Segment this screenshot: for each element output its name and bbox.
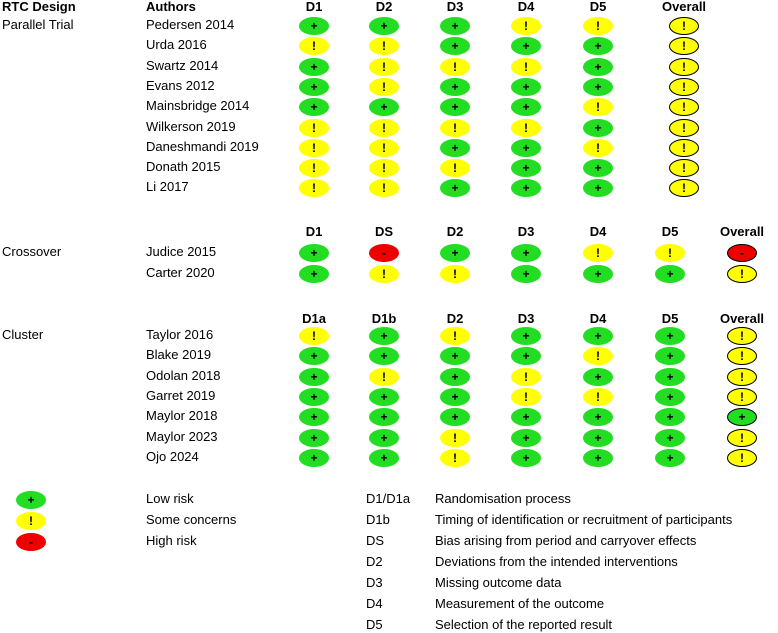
design-column-header: RTC Design	[2, 0, 76, 14]
legend-domain-label: Measurement of the outcome	[435, 596, 605, 611]
rating-low: +	[511, 327, 541, 345]
rating-low: +	[299, 244, 329, 262]
rating-some: !	[583, 139, 613, 157]
column-header: D3	[517, 311, 535, 326]
overall-rating-some: !	[727, 429, 757, 447]
legend-domain-code: D5	[366, 617, 383, 632]
rating-low: +	[299, 347, 329, 365]
rating-some: !	[440, 265, 470, 283]
rating-low: +	[299, 17, 329, 35]
author-label: Odolan 2018	[146, 367, 221, 383]
rating-low: +	[655, 265, 685, 283]
legend-domain-code: DS	[366, 533, 385, 548]
rating-some: !	[511, 58, 541, 76]
rating-low: +	[440, 139, 470, 157]
legend-low-marker: +	[16, 491, 46, 509]
legend-domain-label: Missing outcome data	[435, 575, 562, 590]
rating-low: +	[583, 368, 613, 386]
rating-low: +	[511, 98, 541, 116]
rating-low: +	[583, 179, 613, 197]
overall-rating-some: !	[727, 368, 757, 386]
rating-some: !	[369, 37, 399, 55]
rating-low: +	[655, 368, 685, 386]
rating-some: !	[440, 327, 470, 345]
rating-low: +	[369, 17, 399, 35]
rating-low: +	[583, 265, 613, 283]
legend-high-label: High risk	[146, 533, 197, 548]
overall-rating-high: -	[727, 244, 757, 262]
design-label: Crossover	[2, 244, 62, 259]
overall-rating-some: !	[727, 327, 757, 345]
column-header: D5	[661, 311, 679, 326]
rating-low: +	[369, 327, 399, 345]
rating-low: +	[583, 58, 613, 76]
column-header: D1	[305, 224, 323, 239]
legend-domain-label: Randomisation process	[435, 491, 571, 506]
rating-some: !	[369, 119, 399, 137]
author-label: Donath 2015	[146, 159, 221, 175]
authors-column-header: Authors	[146, 0, 196, 14]
column-header: D5	[661, 224, 679, 239]
rating-low: +	[511, 179, 541, 197]
rating-low: +	[583, 449, 613, 467]
rating-some: !	[369, 265, 399, 283]
author-label: Blake 2019	[146, 347, 212, 363]
rating-low: +	[440, 17, 470, 35]
legend-domain-code: D4	[366, 596, 383, 611]
rating-some: !	[299, 159, 329, 177]
legend-low-label: Low risk	[146, 491, 194, 506]
rating-some: !	[369, 139, 399, 157]
rating-some: !	[583, 244, 613, 262]
rating-low: +	[440, 37, 470, 55]
rating-low: +	[511, 429, 541, 447]
overall-rating-some: !	[727, 265, 757, 283]
rating-low: +	[299, 388, 329, 406]
design-label: Parallel Trial	[2, 17, 74, 32]
column-header: D2	[446, 224, 464, 239]
rating-low: +	[655, 429, 685, 447]
overall-rating-some: !	[727, 388, 757, 406]
rating-low: +	[440, 78, 470, 96]
rating-low: +	[440, 244, 470, 262]
column-header: D4	[589, 224, 607, 239]
rating-low: +	[299, 58, 329, 76]
overall-rating-some: !	[669, 139, 699, 157]
author-label: Pedersen 2014	[146, 17, 235, 32]
overall-rating-some: !	[669, 78, 699, 96]
rating-some: !	[583, 98, 613, 116]
rating-some: !	[583, 17, 613, 35]
rating-low: +	[583, 37, 613, 55]
rating-some: !	[655, 244, 685, 262]
column-header: D1b	[371, 311, 397, 326]
author-label: Maylor 2023	[146, 428, 218, 444]
overall-rating-some: !	[727, 449, 757, 467]
rating-some: !	[299, 327, 329, 345]
rating-some: !	[440, 159, 470, 177]
column-header: Overall	[719, 311, 765, 326]
rating-some: !	[511, 388, 541, 406]
legend-high-marker: -	[16, 533, 46, 551]
rating-low: +	[299, 408, 329, 426]
rating-low: +	[369, 347, 399, 365]
column-header: D3	[446, 0, 464, 14]
rating-low: +	[299, 429, 329, 447]
rating-low: +	[440, 388, 470, 406]
overall-rating-some: !	[669, 58, 699, 76]
legend-domain-label: Selection of the reported result	[435, 617, 613, 632]
rating-some: !	[299, 179, 329, 197]
rating-low: +	[299, 265, 329, 283]
legend-some-label: Some concerns	[146, 512, 237, 527]
rating-low: +	[583, 78, 613, 96]
rating-some: !	[440, 449, 470, 467]
overall-rating-some: !	[669, 119, 699, 137]
rating-low: +	[583, 159, 613, 177]
author-label: Ojo 2024	[146, 448, 199, 464]
rating-low: +	[511, 265, 541, 283]
rating-low: +	[511, 37, 541, 55]
rating-low: +	[511, 78, 541, 96]
rating-low: +	[511, 449, 541, 467]
author-label: Judice 2015	[146, 244, 217, 259]
column-header: D2	[446, 311, 464, 326]
column-header: D1a	[302, 311, 326, 326]
rating-high: -	[369, 244, 399, 262]
author-label: Maylor 2018	[146, 408, 218, 424]
rating-low: +	[583, 119, 613, 137]
rating-some: !	[369, 58, 399, 76]
column-header: D4	[589, 311, 607, 326]
rating-low: +	[655, 347, 685, 365]
rating-low: +	[369, 429, 399, 447]
rating-low: +	[299, 368, 329, 386]
rating-some: !	[511, 17, 541, 35]
rating-low: +	[583, 327, 613, 345]
rating-some: !	[369, 179, 399, 197]
rating-some: !	[511, 368, 541, 386]
rating-some: !	[299, 119, 329, 137]
rating-low: +	[440, 368, 470, 386]
legend-domain-label: Bias arising from period and carryover effects	[435, 533, 697, 548]
rating-low: +	[440, 179, 470, 197]
rating-low: +	[511, 244, 541, 262]
rating-low: +	[369, 449, 399, 467]
rating-low: +	[299, 78, 329, 96]
rating-some: !	[440, 58, 470, 76]
column-header: D4	[517, 0, 535, 14]
legend-domain-label: Deviations from the intended interventions	[435, 554, 678, 569]
rating-low: +	[369, 98, 399, 116]
rating-low: +	[583, 429, 613, 447]
rating-low: +	[440, 408, 470, 426]
rating-low: +	[440, 98, 470, 116]
rating-some: !	[369, 159, 399, 177]
author-label: Li 2017	[146, 179, 189, 195]
overall-rating-low: +	[727, 408, 757, 426]
column-header: Overall	[661, 0, 707, 14]
rating-low: +	[655, 327, 685, 345]
author-label: Swartz 2014	[146, 57, 219, 73]
rating-some: !	[440, 429, 470, 447]
author-label: Mainsbridge 2014	[146, 98, 250, 114]
overall-rating-some: !	[669, 159, 699, 177]
column-header: D5	[589, 0, 607, 14]
rating-some: !	[369, 368, 399, 386]
legend-domain-code: D1/D1a	[366, 491, 411, 506]
column-header: DS	[374, 224, 394, 239]
rating-low: +	[299, 449, 329, 467]
author-label: Daneshmandi 2019	[146, 138, 259, 154]
rating-low: +	[511, 408, 541, 426]
rating-low: +	[511, 159, 541, 177]
design-label: Cluster	[2, 327, 44, 342]
rating-some: !	[583, 388, 613, 406]
author-label: Urda 2016	[146, 37, 207, 53]
overall-rating-some: !	[727, 347, 757, 365]
rating-low: +	[440, 347, 470, 365]
rating-some: !	[583, 347, 613, 365]
author-label: Carter 2020	[146, 264, 215, 280]
rating-low: +	[655, 449, 685, 467]
column-header: Overall	[719, 224, 765, 239]
rating-low: +	[655, 408, 685, 426]
overall-rating-some: !	[669, 17, 699, 35]
rating-low: +	[583, 408, 613, 426]
rating-low: +	[511, 347, 541, 365]
author-label: Wilkerson 2019	[146, 118, 236, 134]
overall-rating-some: !	[669, 37, 699, 55]
legend-domain-code: D1b	[366, 512, 390, 527]
legend-domain-code: D2	[366, 554, 383, 569]
overall-rating-some: !	[669, 179, 699, 197]
rating-some: !	[440, 119, 470, 137]
column-header: D2	[375, 0, 393, 14]
author-label: Taylor 2016	[146, 327, 214, 342]
legend-some-marker: !	[16, 512, 46, 530]
rating-low: +	[299, 98, 329, 116]
rating-low: +	[655, 388, 685, 406]
author-label: Evans 2012	[146, 77, 215, 93]
overall-rating-some: !	[669, 98, 699, 116]
column-header: D1	[305, 0, 323, 14]
rating-some: !	[369, 78, 399, 96]
rating-low: +	[369, 408, 399, 426]
legend-domain-code: D3	[366, 575, 383, 590]
author-label: Garret 2019	[146, 387, 216, 403]
legend-domain-label: Timing of identification or recruitment of participants	[435, 512, 733, 527]
column-header: D3	[517, 224, 535, 239]
rating-low: +	[511, 139, 541, 157]
rating-some: !	[299, 37, 329, 55]
rating-low: +	[369, 388, 399, 406]
rating-some: !	[299, 139, 329, 157]
rating-some: !	[511, 119, 541, 137]
